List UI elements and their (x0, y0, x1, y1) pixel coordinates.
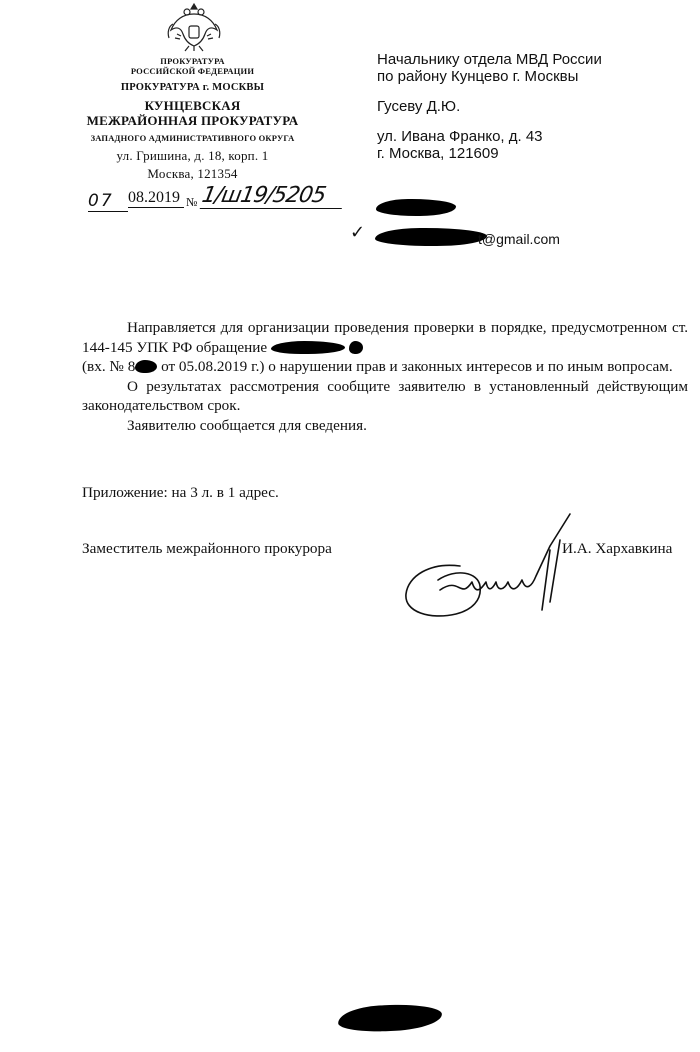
redacted-block (376, 199, 456, 216)
date-number-line (82, 183, 342, 219)
email-suffix: t@gmail.com (478, 231, 560, 247)
date-month-year: 08.2019 (128, 189, 184, 208)
body-paragraph: Заявителю сообщается для сведения. (127, 416, 367, 434)
addressee-line: по району Кунцево г. Москвы (377, 68, 579, 85)
coat-of-arms-emblem (163, 0, 225, 52)
date-day-handwritten: 07 (88, 191, 128, 212)
addressee-city: г. Москва, 121609 (377, 145, 499, 162)
redacted-block (271, 341, 345, 354)
redacted-block (337, 1002, 442, 1033)
handwritten-signature-image (400, 510, 580, 630)
addressee-street: ул. Ивана Франко, д. 43 (377, 128, 543, 145)
letterhead-line: КУНЦЕВСКАЯ (144, 98, 241, 113)
signatory-name: И.А. Хархавкина (562, 540, 673, 557)
addressee-name: Гусеву Д.Ю. (377, 98, 461, 115)
body-paragraph (82, 357, 688, 377)
body-text: Направляется для организации проведения проверки в порядке, предусмотренном ст. 144-145 УПК РФ обращение (82, 319, 688, 356)
outgoing-number-handwritten: 1/ш19/5205 (200, 183, 347, 209)
body-paragraph: О результатах рассмотрения сообщите заявителю в установленный действующим законодательством срок. (82, 377, 688, 414)
attachment-line: Приложение: на 3 л. в 1 адрес. (82, 484, 279, 501)
redacted-block (349, 341, 363, 354)
addressee-line: Начальнику отдела МВД России (377, 51, 602, 68)
redacted-block (135, 360, 157, 373)
number-label: № (186, 195, 198, 209)
body-text: от 05.08.2019 г.) о нарушении прав и законных интересов и по иным вопросам. (161, 358, 673, 375)
letterhead-line: ПРОКУРАТУРА г. МОСКВЫ (120, 82, 265, 93)
check-mark: ✓ (350, 222, 366, 243)
redacted-block (375, 228, 487, 246)
body-paragraph (82, 318, 688, 357)
body-text: (вх. № 8 (82, 358, 136, 375)
letterhead-line: ул. Гришина, д. 18, корп. 1 (116, 148, 269, 163)
signatory-position: Заместитель межрайонного прокурора (82, 540, 332, 557)
letterhead-line: МЕЖРАЙОННАЯ ПРОКУРАТУРА (86, 113, 299, 128)
letterhead-line: ЗАПАДНОГО АДМИНИСТРАТИВНОГО ОКРУГА (90, 133, 295, 143)
letterhead-line: РОССИЙСКОЙ ФЕДЕРАЦИИ (130, 66, 255, 76)
letterhead-line: Москва, 121354 (147, 166, 238, 181)
letter-body (82, 318, 688, 435)
letterhead-line: ПРОКУРАТУРА (160, 56, 225, 66)
